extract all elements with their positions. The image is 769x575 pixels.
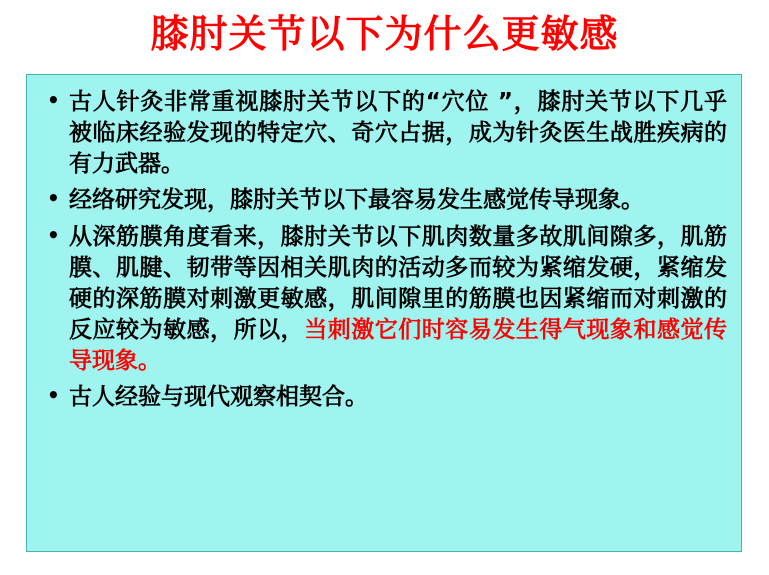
content-panel [26, 74, 742, 552]
bullet-highlight: 当刺激它们时容易发生得气现象和感觉传导现象。 [69, 316, 728, 374]
bullet-list [41, 87, 727, 413]
bullet-text: 古人针灸非常重视膝肘关节以下的“穴位 ”，膝肘关节以下几乎被临床经验发现的特定穴、奇穴占据，成为针灸医生战胜疾病的有力武器。 [69, 89, 727, 177]
list-item [41, 222, 727, 376]
list-item [41, 185, 727, 216]
bullet-text: 古人经验与现代观察相契合。 [69, 384, 368, 411]
page-title: 膝肘关节以下为什么更敏感 [150, 12, 619, 56]
bullet-text: 从深筋膜角度看来，膝肘关节以下肌肉数量多故肌间隙多，肌筋膜、肌腱、韧带等因相关肌肉的活动多而较为紧缩发硬，紧缩发硬的深筋膜对刺激更敏感，肌间隙里的筋膜也因紧缩而对刺激的反应较为敏感，所以， [69, 224, 727, 343]
list-item [41, 87, 727, 179]
list-item [41, 382, 727, 413]
bullet-text: 经络研究发现，膝肘关节以下最容易发生感觉传导现象。 [69, 187, 644, 214]
